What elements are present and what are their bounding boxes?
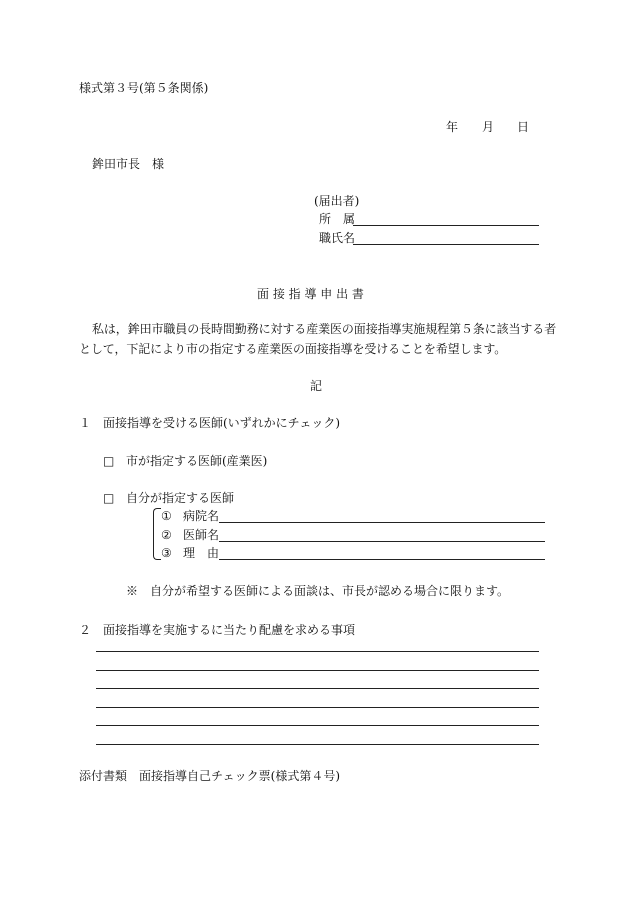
form-number: 様式第３号(第５条関係) bbox=[79, 81, 209, 95]
doctor-name-field[interactable] bbox=[219, 541, 545, 542]
doctor-name-label: 医師名 bbox=[183, 528, 220, 542]
city-doctor-checkbox[interactable]: □ bbox=[103, 454, 115, 468]
consideration-line-1[interactable] bbox=[96, 651, 539, 652]
consideration-line-3[interactable] bbox=[96, 688, 539, 689]
reason-label: 理 由 bbox=[183, 546, 220, 560]
field-num-3: ③ bbox=[161, 546, 172, 560]
consideration-line-4[interactable] bbox=[96, 707, 539, 708]
document-title: 面 接 指 導 申 出 書 bbox=[257, 287, 364, 301]
ki-label: 記 bbox=[310, 379, 323, 393]
intro-line-2: として，下記により市の指定する産業医の面接指導を受けることを希望します。 bbox=[79, 342, 507, 356]
intro-line-1: 私は，鉾田市職員の長時間勤務に対する産業医の面接指導実施規程第５条に該当する者 bbox=[92, 322, 557, 336]
self-doctor-label: 自分が指定する医師 bbox=[126, 491, 235, 505]
hospital-name-field[interactable] bbox=[219, 522, 545, 523]
name-title-field[interactable] bbox=[353, 244, 539, 245]
self-doctor-note: ※ 自分が希望する医師による面談は、市長が認める場合に限ります。 bbox=[126, 584, 510, 598]
fields-bracket bbox=[153, 508, 161, 560]
consideration-line-6[interactable] bbox=[96, 744, 539, 745]
hospital-name-label: 病院名 bbox=[183, 509, 220, 523]
consideration-line-2[interactable] bbox=[96, 670, 539, 671]
date-year-label: 年 bbox=[446, 120, 459, 134]
date-month-label: 月 bbox=[482, 120, 495, 134]
date-day-label: 日 bbox=[517, 120, 530, 134]
name-title-label: 職氏名 bbox=[319, 231, 356, 245]
affiliation-field[interactable] bbox=[353, 225, 539, 226]
applicant-label: (届出者) bbox=[314, 194, 360, 208]
field-num-1: ① bbox=[161, 509, 172, 523]
reason-field[interactable] bbox=[219, 559, 545, 560]
section2-heading: ２ 面接指導を実施するに当たり配慮を求める事項 bbox=[79, 623, 356, 637]
addressee: 鉾田市長 様 bbox=[92, 157, 165, 171]
section1-heading: １ 面接指導を受ける医師(いずれかにチェック) bbox=[79, 416, 341, 430]
city-doctor-label: 市が指定する医師(産業医) bbox=[126, 454, 268, 468]
consideration-line-5[interactable] bbox=[96, 725, 539, 726]
attachment-label: 添付書類 面接指導自己チェック票(様式第４号) bbox=[79, 769, 341, 783]
field-num-2: ② bbox=[161, 528, 172, 542]
affiliation-label: 所 属 bbox=[319, 212, 356, 226]
self-doctor-checkbox[interactable]: □ bbox=[103, 491, 115, 505]
